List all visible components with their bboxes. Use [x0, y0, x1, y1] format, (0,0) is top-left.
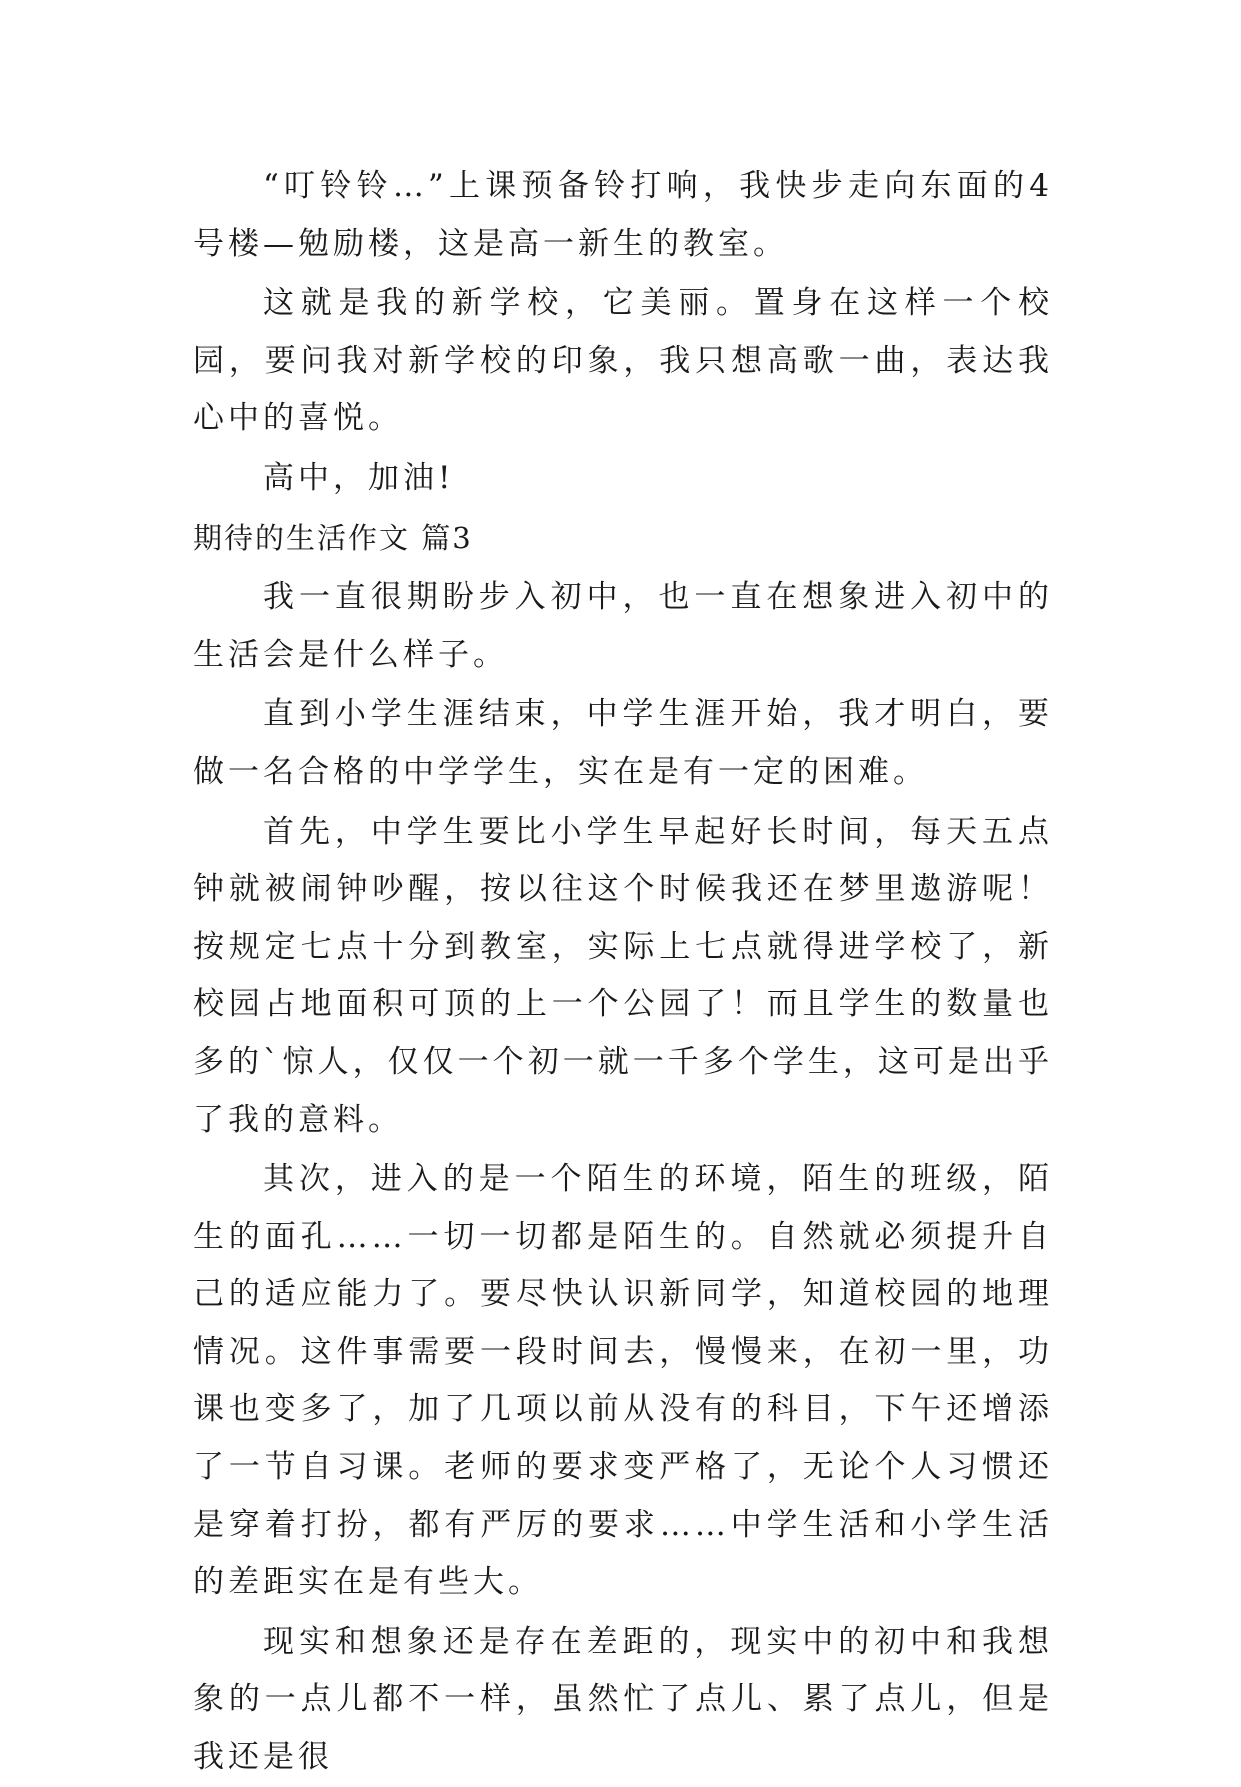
essay-body	[193, 158, 1053, 1787]
paragraph: 首先，中学生要比小学生早起好长时间，每天五点钟就被闹钟吵醒，按以往这个时候我还在梦里遨游呢！按规定七点十分到教室，实际上七点就得进学校了，新校园占地面积可顶的上一个公园了！而且学生的数量也多的`惊人，仅仅一个初一就一千多个学生，这可是出乎了我的意料。	[193, 813, 1053, 1138]
section-heading: 期待的生活作文 篇3	[193, 520, 473, 555]
paragraph: 现实和想象还是存在差距的，现实中的初中和我想象的一点儿都不一样，虽然忙了点儿、累了点儿，但是我还是很	[193, 1623, 1053, 1776]
paragraph: “叮铃铃…”上课预备铃打响，我快步走向东面的4号楼—勉励楼，这是高一新生的教室。	[193, 168, 1053, 262]
paragraph: 我一直很期盼步入初中，也一直在想象进入初中的生活会是什么样子。	[193, 579, 1053, 673]
paragraph: 这就是我的新学校，它美丽。置身在这样一个校园，要问我对新学校的印象，我只想高歌一曲，表达我心中的喜悦。	[193, 285, 1053, 437]
paragraph: 直到小学生涯结束，中学生涯开始，我才明白，要做一名合格的中学学生，实在是有一定的困难。	[193, 696, 1053, 790]
paragraph: 其次，进入的是一个陌生的环境，陌生的班级，陌生的面孔……一切一切都是陌生的。自然就必须提升自己的适应能力了。要尽快认识新同学，知道校园的地理情况。这件事需要一段时间去，慢慢来，在初一里，功课也变多了，加了几项以前从没有的科目，下午还增添了一节自习课。老师的要求变严格了，无论个人习惯还是穿着打扮，都有严厉的要求……中学生活和小学生活的差距实在是有些大。	[193, 1161, 1053, 1601]
paragraph: 高中，加油!	[263, 459, 455, 496]
